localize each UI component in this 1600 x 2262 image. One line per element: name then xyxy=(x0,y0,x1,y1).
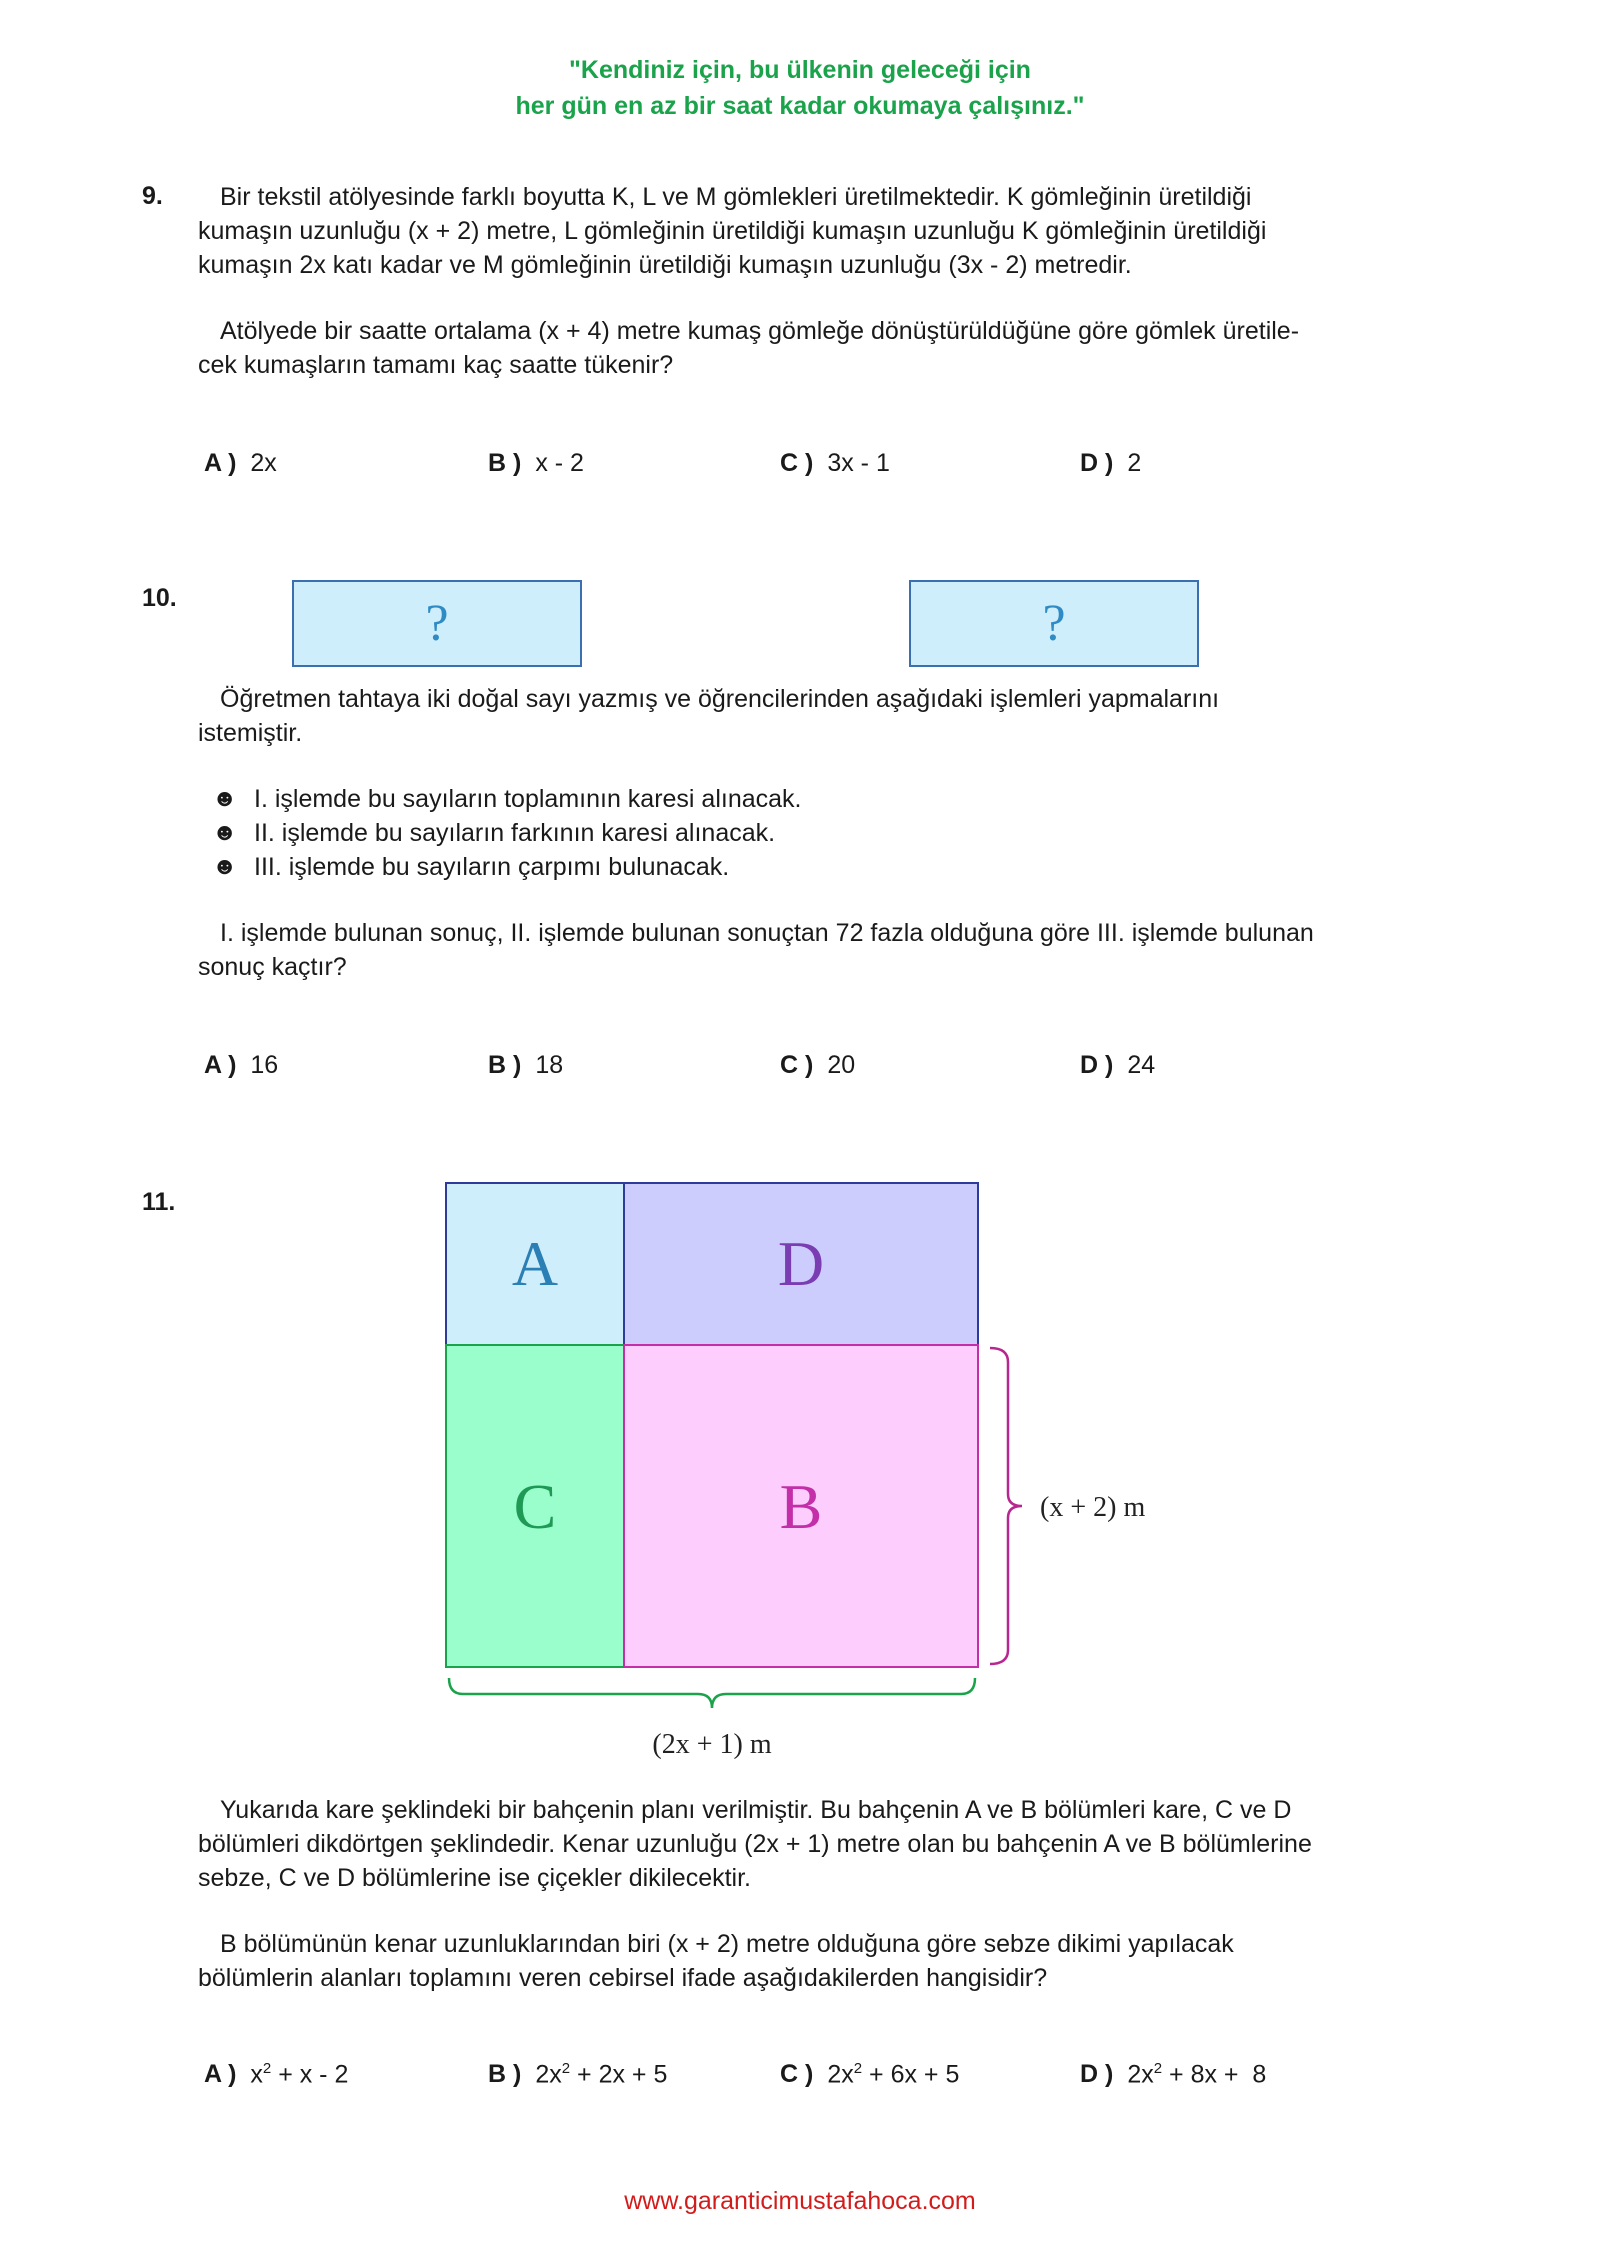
q10-option-b[interactable]: B ) 18 xyxy=(488,1051,564,1079)
question-9-number: 9. xyxy=(142,182,163,210)
q11-option-d[interactable]: D ) $2x^2 + 8x + 8$ xyxy=(1080,2060,1267,2089)
region-a-label: A xyxy=(511,1228,559,1299)
region-b-label: B xyxy=(779,1471,823,1542)
q9-line: kumaşın 2x katı kadar ve M gömleğinin üretildiği kumaşın uzunluğu (3x - 2) metredir. xyxy=(198,251,1132,279)
right-side-length-label: (x + 2) m xyxy=(1040,1492,1146,1523)
q9-line: cek kumaşların tamamı kaç saatte tükenir? xyxy=(198,351,674,379)
q11-option-c[interactable]: C ) $2x^2 + 6x + 5$ xyxy=(780,2060,960,2089)
smiley-bullet-icon: ☻ xyxy=(212,853,238,880)
bottom-side-brace xyxy=(449,1678,975,1708)
motto-line-2: her gün en az bir saat kadar okumaya çalışınız." xyxy=(515,92,1085,120)
q10-option-c[interactable]: C ) 20 xyxy=(780,1051,856,1079)
question-11-paragraph-2 xyxy=(198,1927,1428,1995)
q10-line: Öğretmen tahtaya iki doğal sayı yazmış ve öğrencilerinden aşağıdaki işlemleri yapmalarını xyxy=(220,685,1220,713)
q9-option-a[interactable]: A ) 2x xyxy=(204,449,277,477)
smiley-bullet-icon: ☻ xyxy=(212,785,238,812)
q9-line: Bir tekstil atölyesinde farklı boyutta K, L ve M gömlekleri üretilmektedir. K gömleğinin üretildiği xyxy=(220,183,1252,211)
q10-option-a[interactable]: A ) 16 xyxy=(204,1051,279,1079)
q9-option-d[interactable]: D ) 2 xyxy=(1080,449,1142,477)
question-11-number: 11. xyxy=(142,1188,176,1216)
motto-line-1: "Kendiniz için, bu ülkenin geleceği için xyxy=(569,56,1031,84)
q9-line: kumaşın uzunluğu (x + 2) metre, L gömleğinin üretildiği kumaşın uzunluğu K gömleğinin üretildiği xyxy=(198,217,1267,245)
list-item: ☻ II. işlemde bu sayıların farkının karesi alınacak. xyxy=(212,816,802,850)
q9-line: Atölyede bir saatte ortalama (x + 4) metre kumaş gömleğe dönüştürüldüğüne göre gömlek üretile- xyxy=(220,317,1300,345)
q11-line: bölümlerin alanları toplamını veren cebirsel ifade aşağıdakilerden hangisidir? xyxy=(198,1964,1048,1992)
smiley-bullet-icon: ☻ xyxy=(212,819,238,846)
q11-option-b[interactable]: B ) $2x^2 + 2x + 5$ xyxy=(488,2060,668,2089)
region-c-label: C xyxy=(513,1471,557,1542)
region-d-label: D xyxy=(777,1228,825,1299)
q9-option-c[interactable]: C ) 3x - 1 xyxy=(780,449,890,477)
q11-line: sebze, C ve D bölümlerine ise çiçekler dikilecektir. xyxy=(198,1864,751,1892)
question-10-number: 10. xyxy=(142,584,177,612)
footer-website-link[interactable]: www.garanticimustafahoca.com xyxy=(624,2187,976,2215)
list-item: ☻ III. işlemde bu sayıların çarpımı bulunacak. xyxy=(212,850,802,884)
list-item: ☻ I. işlemde bu sayıların toplamının karesi alınacak. xyxy=(212,782,802,816)
right-side-brace xyxy=(990,1348,1022,1664)
q10-option-d[interactable]: D ) 24 xyxy=(1080,1051,1156,1079)
q11-line: bölümleri dikdörtgen şeklindedir. Kenar uzunluğu (2x + 1) metre olan bu bahçenin A ve B bölümlerine xyxy=(198,1830,1312,1858)
number-box-right: ? xyxy=(909,580,1199,667)
q11-line: B bölümünün kenar uzunluklarından biri (x + 2) metre olduğuna göre sebze dikimi yapılacak xyxy=(220,1930,1234,1958)
q9-option-b[interactable]: B ) x - 2 xyxy=(488,449,584,477)
q10-line: I. işlemde bulunan sonuç, II. işlemde bulunan sonuçtan 72 fazla olduğuna göre III. işlemde bulunan xyxy=(220,919,1314,947)
q10-line: istemiştir. xyxy=(198,719,303,747)
bottom-side-length-label: (2x + 1) m xyxy=(652,1729,772,1760)
q11-line: Yukarıda kare şeklindeki bir bahçenin planı verilmiştir. Bu bahçenin A ve B bölümleri kare, C ve D xyxy=(220,1796,1292,1824)
question-11-paragraph-1 xyxy=(198,1793,1428,1895)
number-box-left: ? xyxy=(292,580,582,667)
q10-line: sonuç kaçtır? xyxy=(198,953,347,981)
q11-option-a[interactable]: A ) $x^2 + x - 2$ xyxy=(204,2060,349,2089)
